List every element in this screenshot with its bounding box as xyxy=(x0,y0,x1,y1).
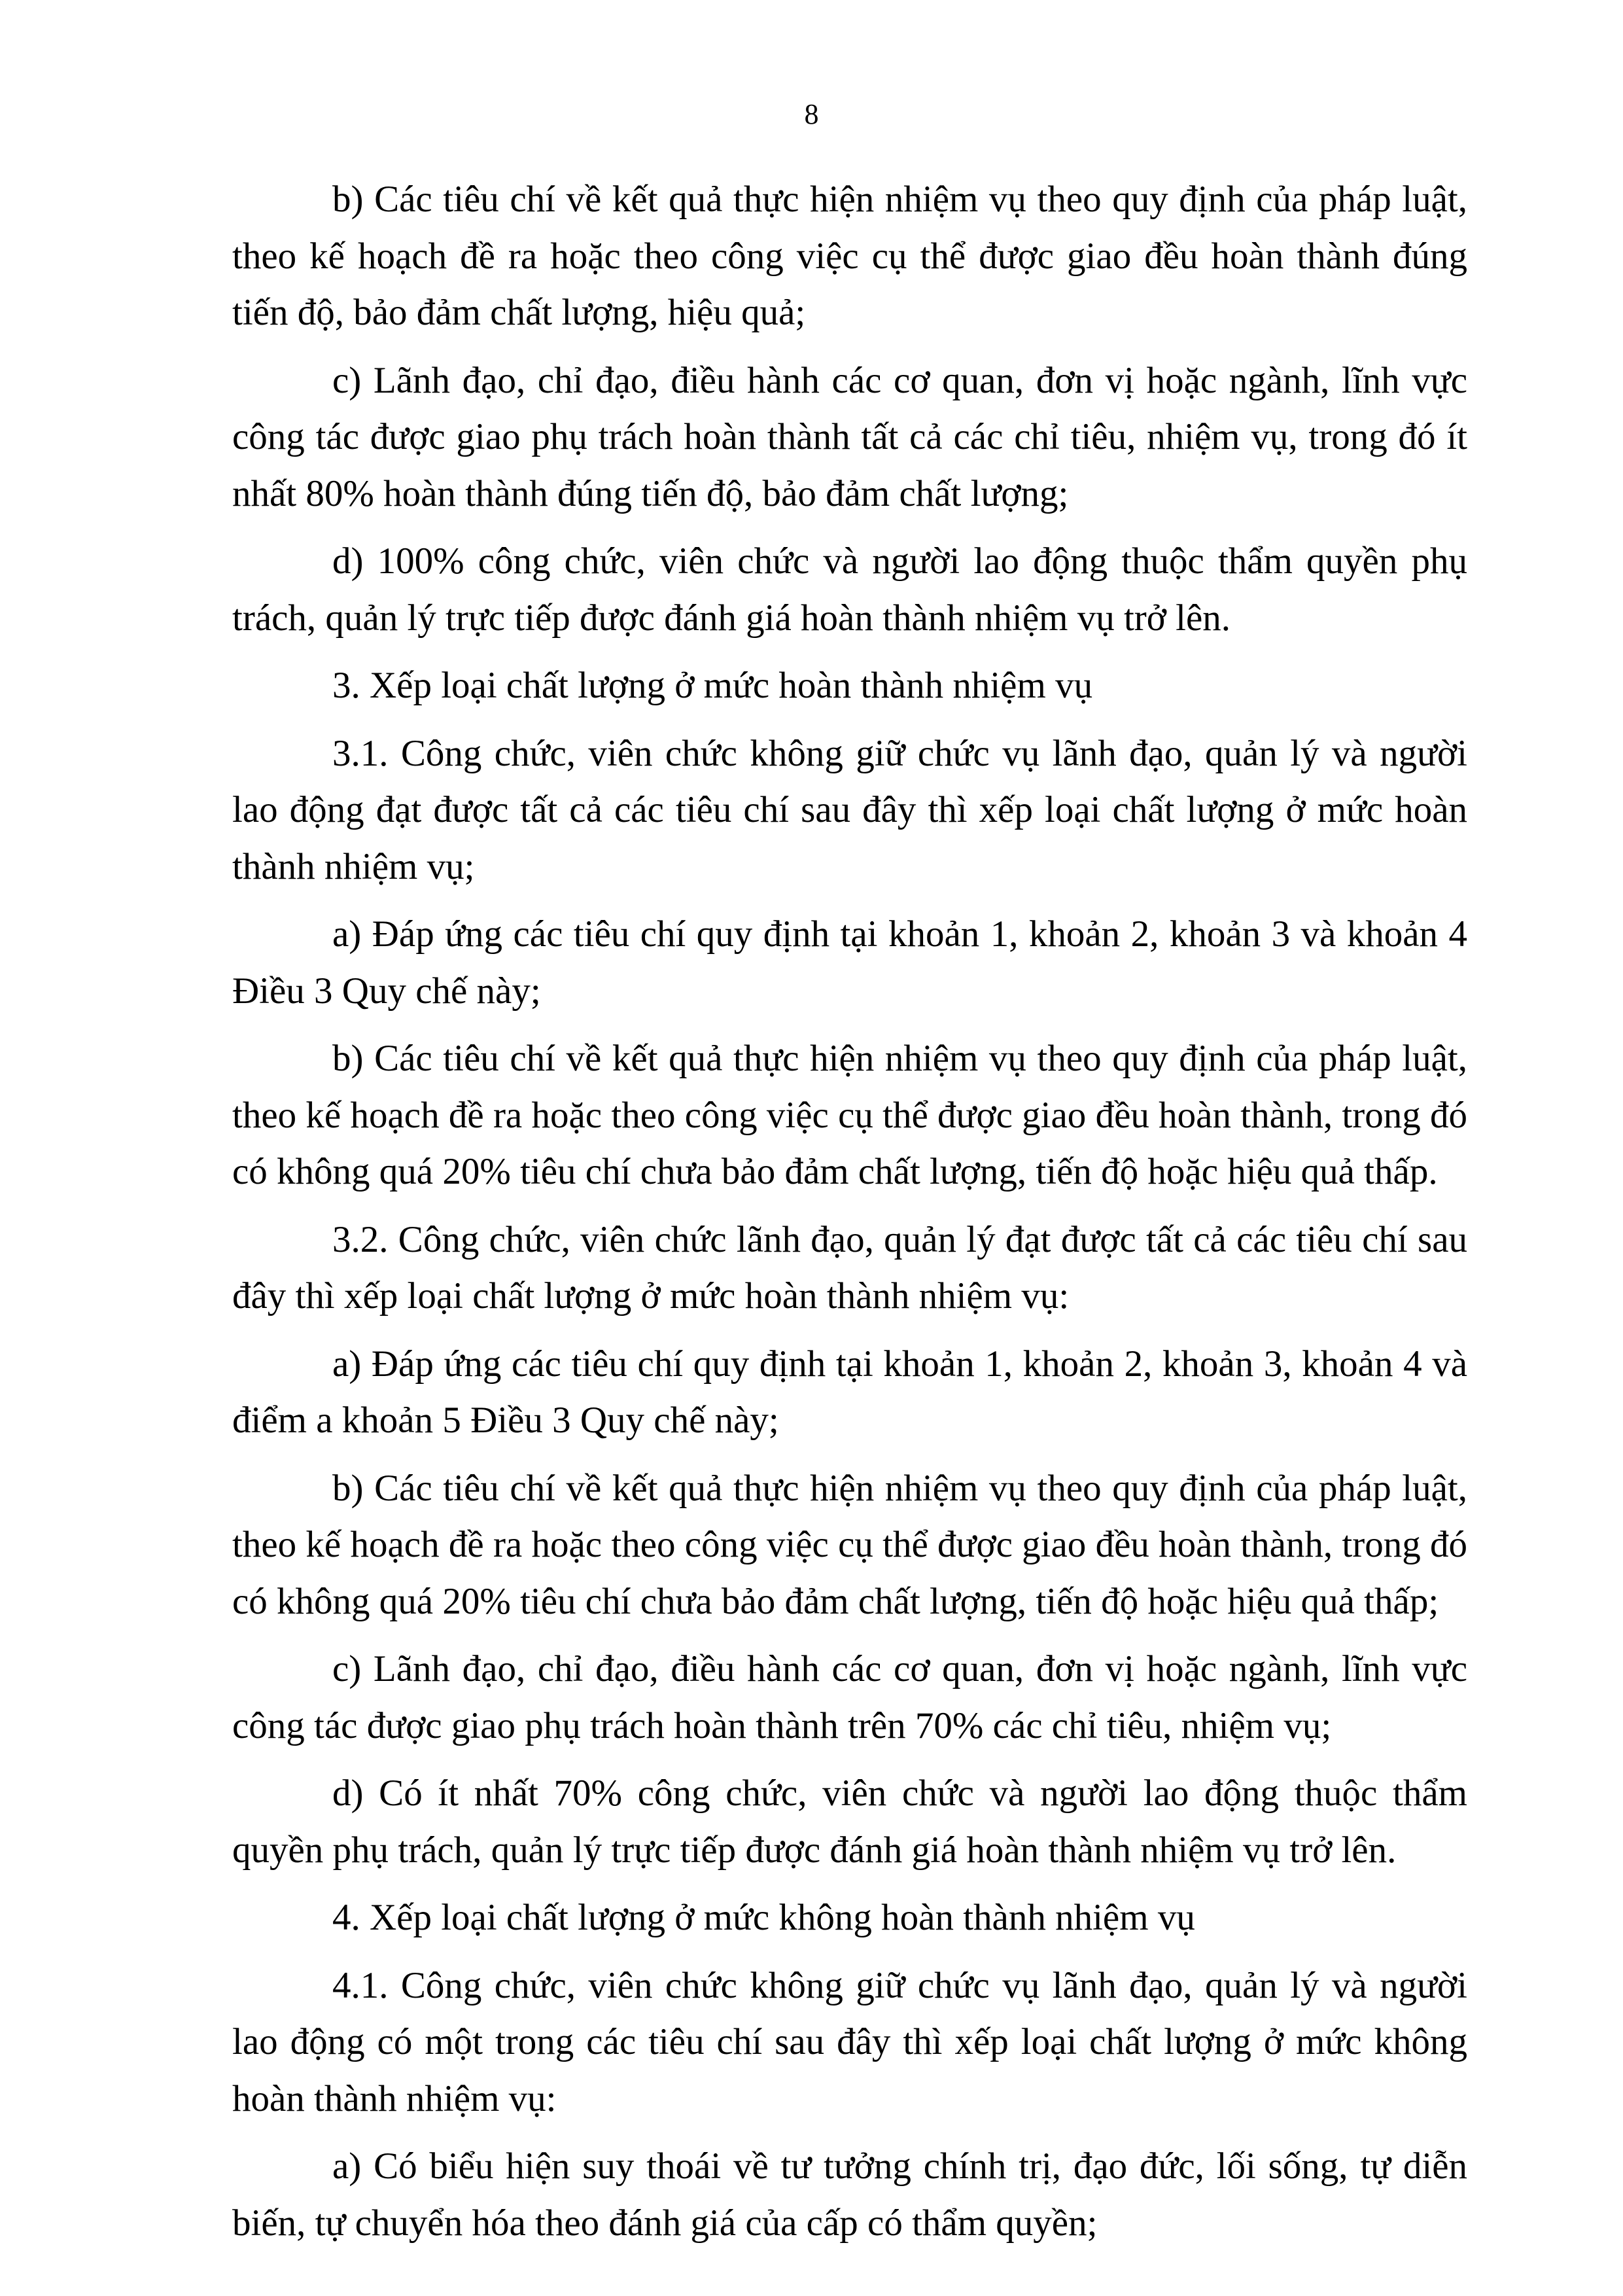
paragraph-3-2-d: d) Có ít nhất 70% công chức, viên chức và người lao động thuộc thẩm quyền phụ trách, quản lý trực tiếp được đánh giá hoàn thành nhiệm vụ trở lên. xyxy=(232,1773,1467,1871)
document-body xyxy=(232,171,1467,2263)
paragraph-3-1: 3.1. Công chức, viên chức không giữ chức vụ lãnh đạo, quản lý và người lao động đạt được tất cả các tiêu chí sau đây thì xếp loại chất lượng ở mức hoàn thành nhiệm vụ; xyxy=(232,732,1467,887)
paragraph-3-2-a: a) Đáp ứng các tiêu chí quy định tại khoản 1, khoản 2, khoản 3, khoản 4 và điểm a khoản 5 Điều 3 Quy chế này; xyxy=(232,1343,1467,1441)
paragraph-3-2-c: c) Lãnh đạo, chỉ đạo, điều hành các cơ quan, đơn vị hoặc ngành, lĩnh vực công tác được giao phụ trách hoàn thành trên 70% các chỉ tiêu, nhiệm vụ; xyxy=(232,1648,1467,1746)
paragraph-criteria-b-results: b) Các tiêu chí về kết quả thực hiện nhiệm vụ theo quy định của pháp luật, theo kế hoạch đề ra hoặc theo công việc cụ thể được giao đều hoàn thành đúng tiến độ, bảo đảm chất lượng, hiệu quả; xyxy=(232,179,1467,333)
section-heading-3: 3. Xếp loại chất lượng ở mức hoàn thành nhiệm vụ xyxy=(332,665,1093,706)
paragraph-3-2: 3.2. Công chức, viên chức lãnh đạo, quản lý đạt được tất cả các tiêu chí sau đây thì xếp loại chất lượng ở mức hoàn thành nhiệm vụ: xyxy=(232,1218,1467,1316)
paragraph-criteria-d-staff: d) 100% công chức, viên chức và người lao động thuộc thẩm quyền phụ trách, quản lý trực tiếp được đánh giá hoàn thành nhiệm vụ trở lên. xyxy=(232,540,1467,639)
paragraph-3-2-b: b) Các tiêu chí về kết quả thực hiện nhiệm vụ theo quy định của pháp luật, theo kế hoạch đề ra hoặc theo công việc cụ thể được giao đều hoàn thành, trong đó có không quá 20% tiêu chí chưa bảo đảm chất lượng, tiến độ hoặc hiệu quả thấp; xyxy=(232,1467,1467,1622)
paragraph-criteria-c-leadership: c) Lãnh đạo, chỉ đạo, điều hành các cơ quan, đơn vị hoặc ngành, lĩnh vực công tác được giao phụ trách hoàn thành tất cả các chỉ tiêu, nhiệm vụ, trong đó ít nhất 80% hoàn thành đúng tiến độ, bảo đảm chất lượng; xyxy=(232,359,1467,514)
page-number: 8 xyxy=(804,98,819,130)
paragraph-3-1-a: a) Đáp ứng các tiêu chí quy định tại khoản 1, khoản 2, khoản 3 và khoản 4 Điều 3 Quy chế này; xyxy=(232,913,1467,1012)
paragraph-3-1-b: b) Các tiêu chí về kết quả thực hiện nhiệm vụ theo quy định của pháp luật, theo kế hoạch đề ra hoặc theo công việc cụ thể được giao đều hoàn thành, trong đó có không quá 20% tiêu chí chưa bảo đảm chất lượng, tiến độ hoặc hiệu quả thấp. xyxy=(232,1038,1467,1192)
section-heading-4: 4. Xếp loại chất lượng ở mức không hoàn thành nhiệm vụ xyxy=(332,1897,1195,1938)
paragraph-4-1-a: a) Có biểu hiện suy thoái về tư tưởng chính trị, đạo đức, lối sống, tự diễn biến, tự chuyển hóa theo đánh giá của cấp có thẩm quyền; xyxy=(232,2146,1467,2244)
paragraph-4-1: 4.1. Công chức, viên chức không giữ chức vụ lãnh đạo, quản lý và người lao động có một trong các tiêu chí sau đây thì xếp loại chất lượng ở mức không hoàn thành nhiệm vụ: xyxy=(232,1964,1467,2119)
